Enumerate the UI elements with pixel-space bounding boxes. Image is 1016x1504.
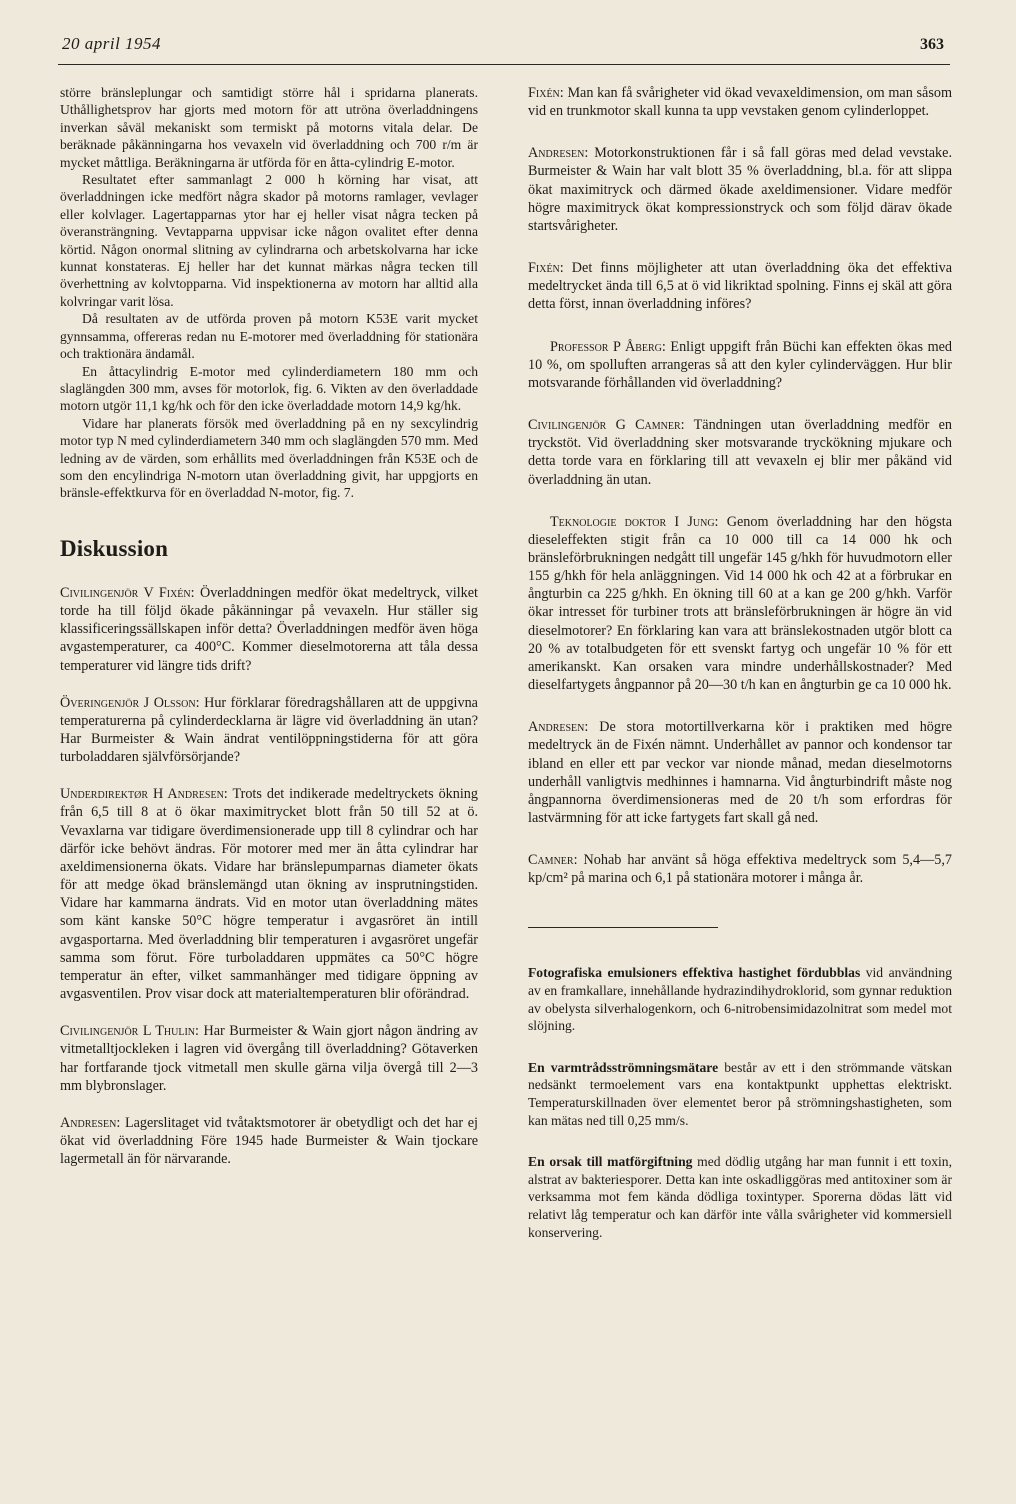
speaker-name: Andresen: — [528, 719, 589, 736]
entry-text: Nohab har använt så höga effektiva medeltryck som 5,4—5,7 kp/cm² på marina och 6,1 på stationära motorer i många år. — [528, 852, 952, 887]
speaker-name: Andresen: — [60, 1114, 121, 1131]
note-title: En orsak till matförgiftning — [528, 1154, 693, 1170]
discussion-entry — [528, 144, 952, 235]
news-note — [528, 1059, 952, 1129]
entry-text: Har Burmeister & Wain gjort någon ändring av vitmetalltjockleken i lagren vid övergång till överladdning? Götaverken har fortfarande tjock vitmetall men skulle gärna vilja övergå till 2—3 mm blybronslager. — [60, 1023, 479, 1094]
entry-text: Man kan få svårigheter vid ökad vevaxeldimension, om man såsom vid en trunkmotor skall kunna ta upp vevstaken genom cylinderloppet. — [528, 85, 952, 120]
right-column — [528, 84, 952, 1241]
paragraph: Vidare har planerats försök med överladdning på en ny sexcylindrig motor typ N med cylinderdiametern 340 mm och slaglängden 570 mm. Med ledning av de värden, som erhållits med överladdningen från K53E och de som den encylindriga N-motorn utan överladdning givit, har uppgjorts en bränsle-effektkurva för en överladdad N-motor, fig. 7. — [60, 415, 478, 501]
page-date: 20 april 1954 — [62, 34, 162, 53]
entry-text: Tändningen utan överladdning medför en tryckstöt. Vid överladdning sker motsvarande tryckökning mjukare och detta torde vara en förklaring till att vevaxeln ej blir mer påkänd vid överladdning än utan. — [528, 417, 953, 488]
discussion-entry — [60, 785, 478, 1003]
entry-text: De stora motortillverkarna kör i praktiken med högre medeltryck än de Fixén nämnt. Underhållet av pannor och kondensor tar ibland en eller ett par veckor var nionde månad, medan dieselmotorns underhåll vanligtvis medhinnes i hamnarna. Vid ångturbindrift måste nog ångpannorna överdimensioneras med de 20 t/h som erfordras för lastvärmning för att icke fartygets fart skall gå ned. — [528, 719, 952, 826]
page-number: 363 — [920, 36, 944, 53]
entry-text: Det finns möjligheter att utan överladdning öka det effektiva medeltrycket ända till 6,5 at ö vid likriktad spolning. Finns ej skäl att göra detta först, innan överladdning införes? — [528, 260, 952, 313]
paragraph: större bränsleplungar och samtidigt större hål i spridarna planerats. Uthållighetsprov har gjorts med motorn för att utröna överladdningens inverkan såväl mekaniskt som termiskt på motorns vitala delar. De beräknade påkänningarna hos vevaxeln vid överladdning och 700 r/m är mycket måttliga. Beräkningarna är utförda för en åtta-cylindrig E-motor. — [60, 85, 478, 170]
note-text: vid användning av en framkallare, innehållande hydrazindihydroklorid, som gynnar reduktion av obelysta silverhalogenkorn, och 6-nitrobensimidazolnitrat som medel mot slöjning. — [528, 965, 952, 1034]
discussion-entry — [528, 84, 952, 120]
entry-text: Motorkonstruktionen får i så fall göras med delad vevstake. Burmeister & Wain har valt blott 35 % överladdning, bl.a. för att slippa ökat maximitryck och därmed ökade axeldimensioner. Vidare medför högre maximitryck ökat kompressionstryck och som följd därav ökade startsvårigheter. — [528, 145, 952, 234]
entry-text: Enligt uppgift från Büchi kan effekten ökas med 10 %, om spolluften arrangeras så att den kyler cylinderväggen. Hur blir motsvarande förhållanden vid överladdning? — [528, 338, 952, 391]
entry-text: Hur förklarar föredragshållaren att de uppgivna temperaturerna på cylinderdecklarna är lägre vid överladdning än utan? Har Burmeister & Wain ändrat ventilöppningstiderna för att göra turboladdaren självförsörjande? — [60, 694, 478, 766]
discussion-entry — [60, 584, 478, 675]
entry-text: Genom överladdning har den högsta dieseleffekten stigit från ca 10 000 till ca 14 000 hk och bränsleförbrukningen nedgått till ungefär 145 g/hkh för huvudmotorn eller 155 g/hkh för hela anläggningen. Vid 14 000 hk och 42 at a förbrukar en ångturbin ca 225 g/hkh. En ökning till 60 at a kan ge 200 g/hkh. Varför ökar intresset för turbiner trots att bränsleförbrukningen är högre än vid dieselmotorer? En förklaring kan vara att bränslekostnaden utgör blott ca 20 % av totalbudgeten för ett svenskt fartyg och ungefär 10 % för ett amerikanskt. Kan orsaken vara mindre underhållskostnader? Med dieselfartygets ångpannor på 20—30 t/h kan en ångturbin ge ca 10 000 hk. — [528, 513, 952, 694]
discussion-entry — [60, 1022, 478, 1095]
speaker-name: Fixén: — [528, 260, 564, 277]
speaker-name: Civilingenjör G Camner: — [528, 417, 685, 434]
news-note — [528, 964, 952, 1034]
section-heading: Diskussion — [60, 535, 169, 561]
news-notes — [528, 964, 952, 1241]
speaker-name: Camner: — [528, 852, 578, 869]
note-text: består av ett i den strömmande vätskan nedsänkt termoelement vars ena kontaktpunkt upphettas elektriskt. Temperaturskillnaden över elementet beror på strömningshastigheten, som kan mätas ned till 0,25 mm/s. — [528, 1059, 953, 1128]
paragraph: Resultatet efter sammanlagt 2 000 h körning har visat, att överladdningen icke medfört några skador på motorns ramlager, vevlager eller kolvlager. Lagertapparnas ytor har ej heller visat några tecken på överansträngning. Vevtapparna uppvisar icke någon ovalitet efter denna körtid. Någon onormal slitning av cylindrarna och arbetskolvarna har icke kunnat konstateras. Ej heller har det kunnat märkas några tecken till överhettning av kolvtopparna. Vid inspektionerna av motorn har alltid alla kolvringar varit lösa. — [60, 172, 478, 309]
note-text: med dödlig utgång har man funnit i ett toxin, alstrat av bakteriesporer. Detta kan inte oskadliggöras med antitoxiner som är verksamma mot fem kända dödliga toxintyper. Sporerna dödas lätt vid relativt låg temperatur och kan därför inte vålla svårigheter vid kommersiell konservering. — [528, 1154, 953, 1240]
discussion-entry — [528, 718, 952, 827]
entry-text: Lagerslitaget vid tvåtaktsmotorer är obetydligt och det har ej ökat vid överladdning Före 1945 hade Burmeister & Wain tjockare lagermetall än för närvarande. — [60, 1114, 478, 1168]
speaker-name: Professor P Åberg: — [550, 338, 666, 355]
discussion-entry — [60, 694, 478, 767]
paragraph: En åttacylindrig E-motor med cylinderdiametern 180 mm och slaglängden 300 mm, avses för motorlok, fig. 6. Vikten av den överladdade motorn utgör 11,1 kg/hk och för den icke överladdade motorn 14,9 kg/hk. — [60, 363, 478, 414]
speaker-name: Teknologie doktor I Jung: — [550, 513, 719, 530]
entry-text: Trots det indikerade medeltryckets ökning från 6,5 till 8 at ö ökar maximitrycket blott från 50 till 52 at ö. Vevaxlarna var tidigare överdimensionerade upp till 8 cylindrar och har därför icke behövt ändras. För motorer med mer än åtta cylindrar har axeldimensionerna ökats. Vidare har bränslepumparnas diameter ökats för att medge ökad bränslemängd utan ökning av insprutningstiden. Vidare har kammarna ändrats. Vid en motor utan överladdning mätes som känt kanske 50°C högre temperatur i avgasröret än intill avgasportarna. Med överladdning blir temperaturen i avgasröret ungefär samma som förut. Före turboladdaren uppmätes ca 50°C högre temperatur än efter, vilket sammanhänger med tidigare öppning av avgasventilen. Prov visar dock att materialtemperaturen blir oförändrad. — [60, 786, 478, 1003]
entry-text: Överladdningen medför ökat medeltryck, vilket torde ha till följd ökade påkänningar på vevaxeln. Hur ställer sig klassificeringssällskapen inför detta? Överladdningen medför även höga avgastemperaturer, ca 400°C. Kommer dieselmotorerna att tåla dessa temperaturer vid längre tids drift? — [60, 584, 478, 674]
note-title: Fotografiska emulsioners effektiva hastighet fördubblas — [528, 965, 861, 981]
discussion-entry — [528, 851, 952, 887]
divider — [528, 927, 718, 928]
news-note — [528, 1153, 952, 1241]
speaker-name: Andresen: — [528, 145, 589, 162]
left-column — [60, 84, 478, 1168]
paragraph: Då resultaten av de utförda proven på motorn K53E varit mycket gynnsamma, offereras redan nu E-motorer med överladdning för stationära och traktionära ändamål. — [60, 311, 478, 362]
discussion-entry — [528, 338, 952, 392]
discussion-entry — [528, 513, 952, 695]
discussion-entry — [60, 1114, 478, 1168]
speaker-name: Civilingenjör V Fixén: — [60, 584, 195, 601]
speaker-name: Överingenjör J Olsson: — [60, 694, 200, 711]
speaker-name: Underdirektør H Andresen: — [60, 786, 228, 803]
discussion-entry — [528, 416, 952, 489]
header-rule — [58, 64, 950, 65]
speaker-name: Fixén: — [528, 85, 564, 101]
article-continuation — [60, 84, 478, 502]
speaker-name: Civilingenjör L Thulin: — [60, 1023, 199, 1040]
discussion-entry — [528, 259, 952, 313]
note-title: En varmtrådsströmningsmätare — [528, 1059, 719, 1075]
